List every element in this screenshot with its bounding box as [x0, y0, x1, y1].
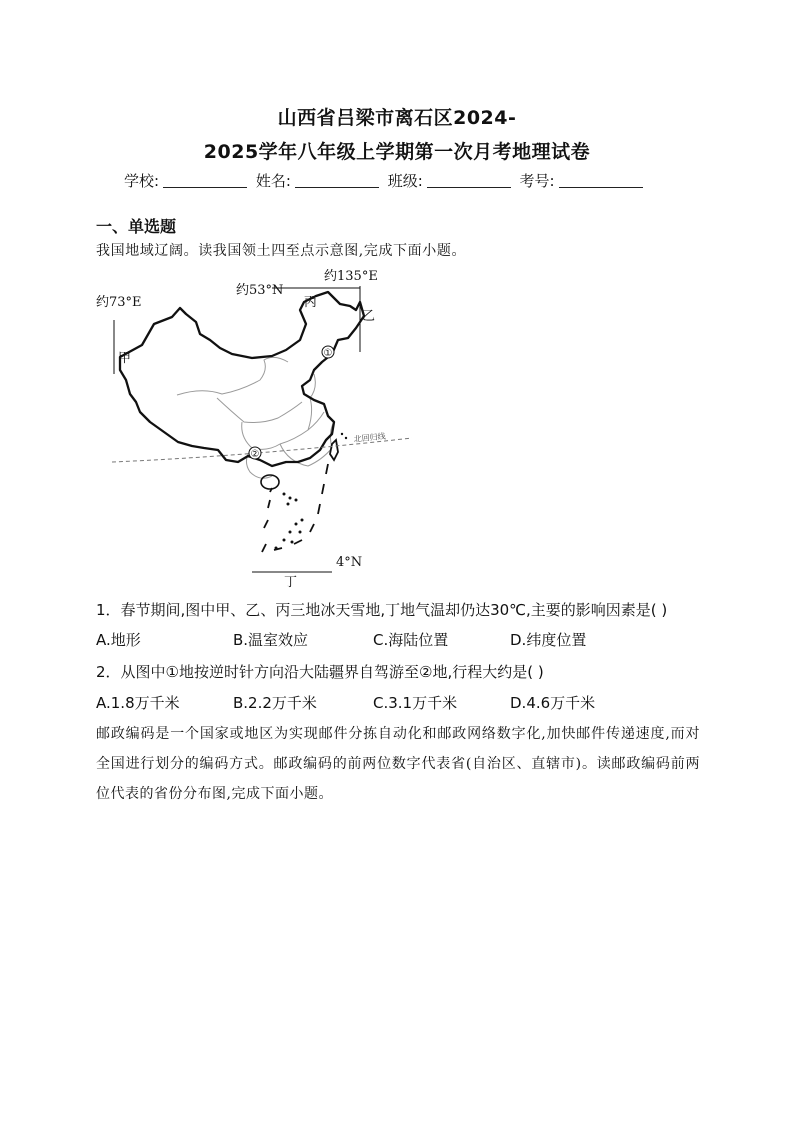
mainland-border [120, 292, 364, 466]
class-blank[interactable] [427, 173, 511, 188]
q2-option-d[interactable]: D.4.6万千米 [510, 694, 596, 712]
label-bing: 丙 [304, 295, 318, 310]
question-2: 2．从图中①地按逆时针方向沿大陆疆界自驾游至②地,行程大约是( ) [96, 663, 544, 681]
q1-option-a[interactable]: A.地形 [96, 631, 141, 649]
label-ding: 丁 [284, 575, 298, 590]
label-lat-53n: 约53°N [236, 283, 284, 298]
q2-option-a[interactable]: A.1.8万千米 [96, 694, 180, 712]
q1-option-b[interactable]: B.温室效应 [233, 631, 309, 649]
postal-code-intro: 邮政编码是一个国家或地区为实现邮件分拣自动化和邮政网络数字化,加快邮件传递速度,而对全国进行划分的编码方式。邮政编码的前两位数字代表省(自治区、直辖市)。读邮政编码前两位代表的省份分布图,完成下面小题。 [96, 726, 700, 802]
question-intro: 我国地域辽阔。读我国领土四至点示意图,完成下面小题。 [96, 243, 467, 259]
q2-option-c[interactable]: C.3.1万千米 [373, 694, 458, 712]
title-line-2: 2025学年八年级上学期第一次月考地理试卷 [203, 141, 591, 163]
q1-option-c[interactable]: C.海陆位置 [373, 631, 449, 649]
label-yi: 乙 [362, 309, 376, 324]
label-lat-4n: 4°N [336, 555, 363, 570]
name-label: 姓名: [255, 172, 291, 190]
title-line-1: 山西省吕梁市离石区2024- [277, 107, 517, 129]
q1-option-d[interactable]: D.纬度位置 [510, 631, 587, 649]
student-info-row [124, 170, 647, 191]
question-1: 1．春节期间,图中甲、乙、丙三地冰天雪地,丁地气温却仍达30℃,主要的影响因素是( ) [96, 601, 668, 619]
marker-point-1: ① [323, 348, 333, 359]
label-jia: 甲 [118, 351, 132, 366]
label-lon-135e: 约135°E [324, 269, 378, 284]
name-blank[interactable] [295, 173, 379, 188]
class-label: 班级: [387, 172, 423, 190]
label-tropic-of-cancer: 北回归线 [353, 431, 387, 444]
exam-number-blank[interactable] [559, 173, 643, 188]
label-lon-73e: 约73°E [96, 295, 142, 310]
school-blank[interactable] [163, 173, 247, 188]
section-heading: 一、单选题 [96, 217, 177, 236]
china-extreme-points-map [92, 262, 422, 592]
q2-option-b[interactable]: B.2.2万千米 [233, 694, 317, 712]
marker-point-2: ② [250, 449, 260, 460]
exam-number-label: 考号: [519, 172, 555, 190]
school-label: 学校: [124, 172, 160, 190]
